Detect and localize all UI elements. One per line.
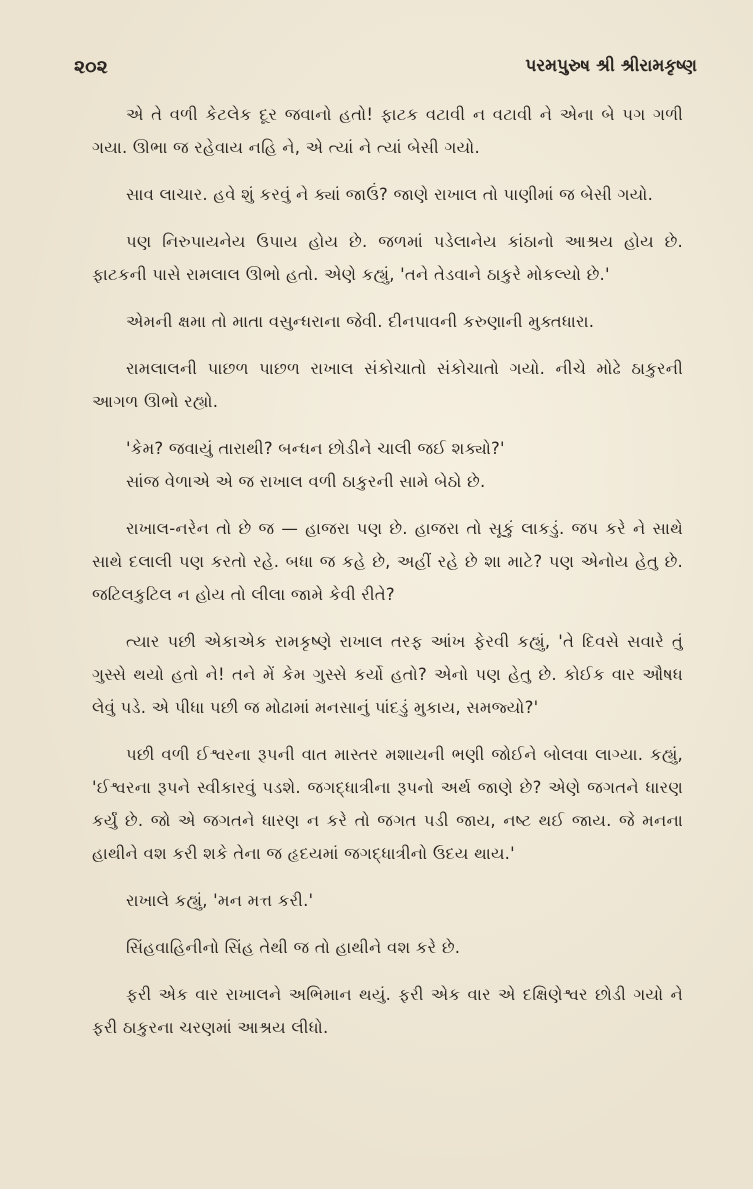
page-number: ૨૦૨ [74,56,108,78]
paragraph: 'કેમ? જવાયું તારાથી? બન્ધન છોડીને ચાલી જઈ શક્યો?' [126,439,505,458]
page-header [74,56,697,86]
paragraph: એમની ક્ષમા તો માતા વસુન્ધરાના જેવી. દીનપાવની કરુણાની મુક્તધારા. [126,312,595,331]
paragraph: પણ નિરુપાયનેય ઉપાય હોય છે. જળમાં પડેલાનેય કાંઠાનો આશ્રય હોય છે. ફાટકની પાસે રામલાલ ઊભો હતો. એણે કહ્યું, 'તને તેડવાને ઠાકુરે મોકલ્યો છે.' [92,232,683,284]
paragraph: ત્યાર પછી એકાએક રામકૃષ્ણે રાખાલ તરફ આંખ ફેરવી કહ્યું, 'તે દિવસે સવારે તું ગુસ્સે થયો હતો ને! તને મેં કેમ ગુસ્સે કર્યો હતો? એનો પણ હેતુ છે. કોઈક વાર ઔષધ લેવું પડે. એ પીધા પછી જ મોઢામાં મનસાનું પાંદડું મુકાય, સમજ્યો?' [92,632,683,717]
body-text [92,98,683,1058]
paragraph: રામલાલની પાછળ પાછળ રાખાલ સંકોચાતો સંકોચાતો ગયો. નીચે મોઢે ઠાકુરની આગળ ઊભો રહ્યો. [92,359,683,411]
paragraph: સાંજ વેળાએ એ જ રાખાલ વળી ઠાકુરની સામે બેઠો છે. [126,472,486,491]
paragraph: રાખાલ-નરેન તો છે જ — હાજરા પણ છે. હાજરા તો સૂકું લાકડું. જપ કરે ને સાથે સાથે દલાલી પણ કરતો રહે. બધા જ કહે છે, અહીં રહે છે શા માટે? પણ એનોય હેતુ છે. જટિલકુટિલ ન હોય તો લીલા જામે કેવી રીતે? [92,519,683,604]
paragraph: એ તે વળી કેટલેક દૂર જવાનો હતો! ફાટક વટાવી ન વટાવી ને એના બે પગ ગળી ગયા. ઊભા જ રહેવાય નહિ ને, એ ત્યાં ને ત્યાં બેસી ગયો. [92,105,683,157]
paragraph: સિંહવાહિનીનો સિંહ તેથી જ તો હાથીને વશ કરે છે. [126,938,461,957]
paragraph: સાવ લાચાર. હવે શું કરવું ને ક્યાં જાઉં? જાણે રાખાલ તો પાણીમાં જ બેસી ગયો. [126,185,654,204]
running-head: પરમપુરુષ શ્રી શ્રીરામકૃષ્ણ [525,56,697,76]
paragraph: ફરી એક વાર રાખાલને અભિમાન થયું. ફરી એક વાર એ દક્ષિણેશ્વર છોડી ગયો ને ફરી ઠાકુરના ચરણમાં આશ્રય લીધો. [92,985,683,1037]
paragraph: પછી વળી ઈશ્વરના રૂપની વાત માસ્તર મશાયની ભણી જોઈને બોલવા લાગ્યા. કહ્યું, 'ઈશ્વરના રૂપને સ્વીકારવું પડશે. જગદ્ધાત્રીના રૂપનો અર્થ જાણે છે? એણે જગતને ધારણ કર્યું છે. જો એ જગતને ધારણ ન કરે તો જગત પડી જાય, નષ્ટ થઈ જાય. જે મનના હાથીને વશ કરી શકે તેના જ હૃદયમાં જગદ્ધાત્રીનો ઉદય થાય.' [92,745,683,863]
paragraph: રાખાલે કહ્યું, 'મન મત્ત કરી.' [126,891,314,910]
